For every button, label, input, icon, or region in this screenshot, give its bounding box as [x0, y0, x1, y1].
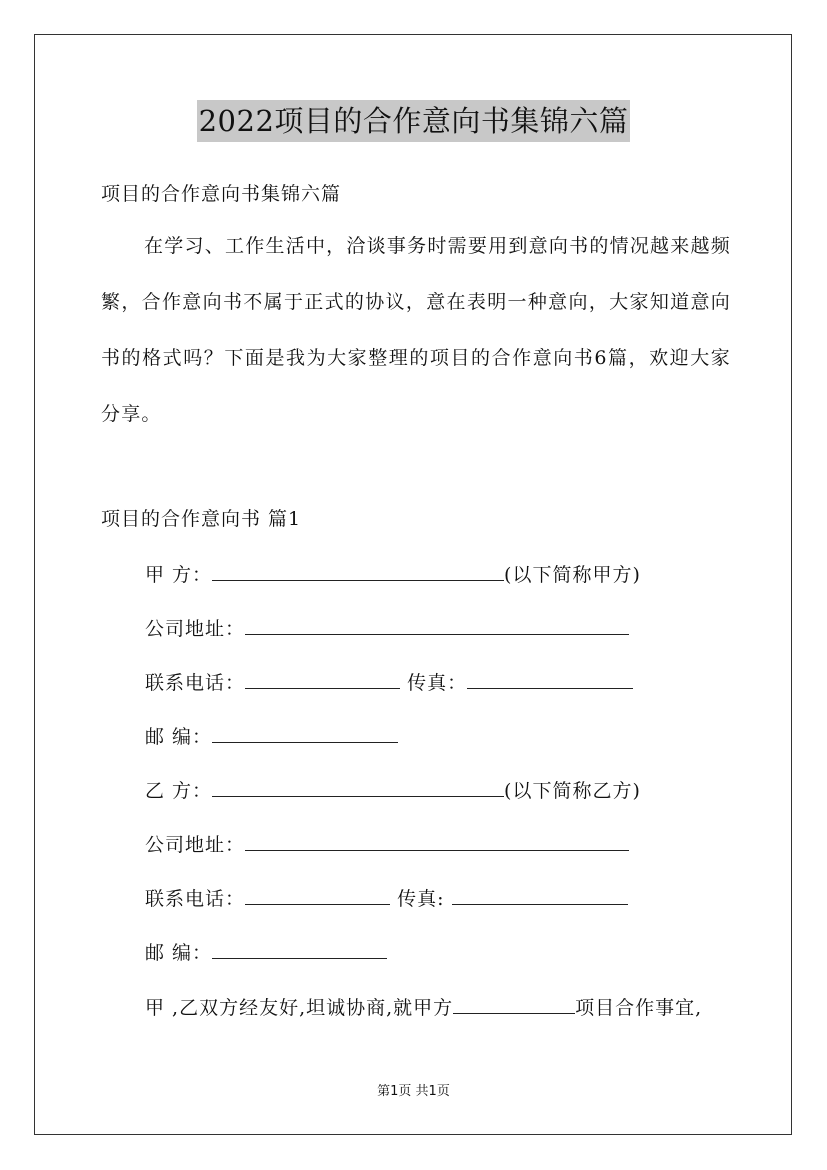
phone-label: 联系电话： — [145, 672, 246, 694]
closing-suffix: 项目合作事宜, — [575, 997, 703, 1019]
zip-label: 邮 编： — [145, 726, 213, 748]
party-a-address-blank[interactable] — [245, 614, 629, 635]
title-container — [0, 100, 827, 142]
party-b-zip-blank[interactable] — [212, 938, 387, 959]
address-label: 公司地址： — [145, 618, 246, 640]
intro-paragraph: 在学习、工作生活中，洽谈事务时需要用到意向书的情况越来越频繁，合作意向书不属于正式的协议，意在表明一种意向，大家知道意向书的格式吗？下面是我为大家整理的项目的合作意向书6篇，欢迎大家分享。 — [101, 235, 731, 425]
party-a-address-line — [145, 614, 629, 643]
document-subtitle: 项目的合作意向书集锦六篇 — [101, 183, 342, 205]
party-b-phone-blank[interactable] — [245, 884, 390, 905]
party-b-fax-blank[interactable] — [452, 884, 628, 905]
party-a-zip-blank[interactable] — [212, 722, 398, 743]
party-a-suffix: (以下简称甲方) — [504, 564, 641, 586]
party-a-contact-line — [145, 668, 633, 697]
document-title: 2022项目的合作意向书集锦六篇 — [197, 100, 631, 142]
fax-label: 传真: — [397, 888, 445, 910]
party-a-blank[interactable] — [212, 560, 504, 581]
party-b-blank[interactable] — [212, 776, 504, 797]
closing-prefix: 甲 ,乙双方经友好,坦诚协商,就甲方 — [145, 997, 454, 1019]
fax-label: 传真： — [407, 672, 468, 694]
address-label: 公司地址： — [145, 834, 246, 856]
party-a-phone-blank[interactable] — [245, 668, 400, 689]
page-footer: 第1页 共1页 — [377, 1084, 450, 1099]
party-b-contact-line — [145, 884, 628, 913]
phone-label: 联系电话： — [145, 888, 246, 910]
project-name-blank[interactable] — [453, 993, 575, 1014]
party-b-line — [145, 776, 641, 805]
zip-label: 邮 编： — [145, 942, 213, 964]
party-a-label: 甲 方： — [145, 564, 213, 586]
party-a-line — [145, 560, 641, 589]
party-a-zip-line — [145, 722, 398, 751]
closing-line — [145, 993, 702, 1022]
party-b-address-line — [145, 830, 629, 859]
party-b-label: 乙 方： — [145, 780, 213, 802]
party-a-fax-blank[interactable] — [467, 668, 633, 689]
party-b-suffix: (以下简称乙方) — [504, 780, 641, 802]
party-b-zip-line — [145, 938, 387, 967]
party-b-address-blank[interactable] — [245, 830, 629, 851]
section-heading: 项目的合作意向书 篇1 — [101, 508, 302, 530]
